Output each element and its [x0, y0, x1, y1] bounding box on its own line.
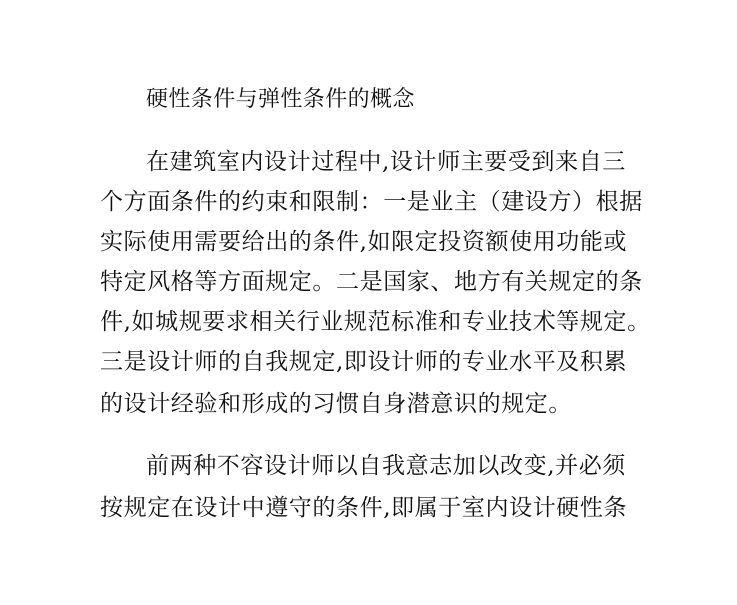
paragraph-2-line-1: 前两种不容设计师以自我意志加以改变,并必须 [146, 453, 626, 479]
paragraph-2-line-2: 按规定在设计中遵守的条件,即属于室内设计硬性条 [100, 495, 628, 521]
paragraph-1-line-7: 的设计经验和形成的习惯自身潜意识的规定。 [100, 391, 572, 417]
document-title: 硬性条件与弹性条件的概念 [146, 87, 415, 112]
paragraph-1-line-1: 在建筑室内设计过程中,设计师主要受到来自三 [146, 149, 626, 175]
paragraph-1-line-4: 特定风格等方面规定。二是国家、地方有关规定的条 [100, 269, 643, 295]
paragraph-1-line-3: 实际使用需要给出的条件,如限定投资额使用功能或 [100, 229, 628, 255]
paragraph-1-line-2: 个方面条件的约束和限制：一是业主（建设方）根据 [100, 189, 643, 215]
paragraph-1-line-6: 三是设计师的自我规定,即设计师的专业水平及积累 [100, 349, 628, 375]
paragraph-1-line-5: 件,如城规要求相关行业规范标准和专业技术等规定。 [100, 309, 651, 335]
